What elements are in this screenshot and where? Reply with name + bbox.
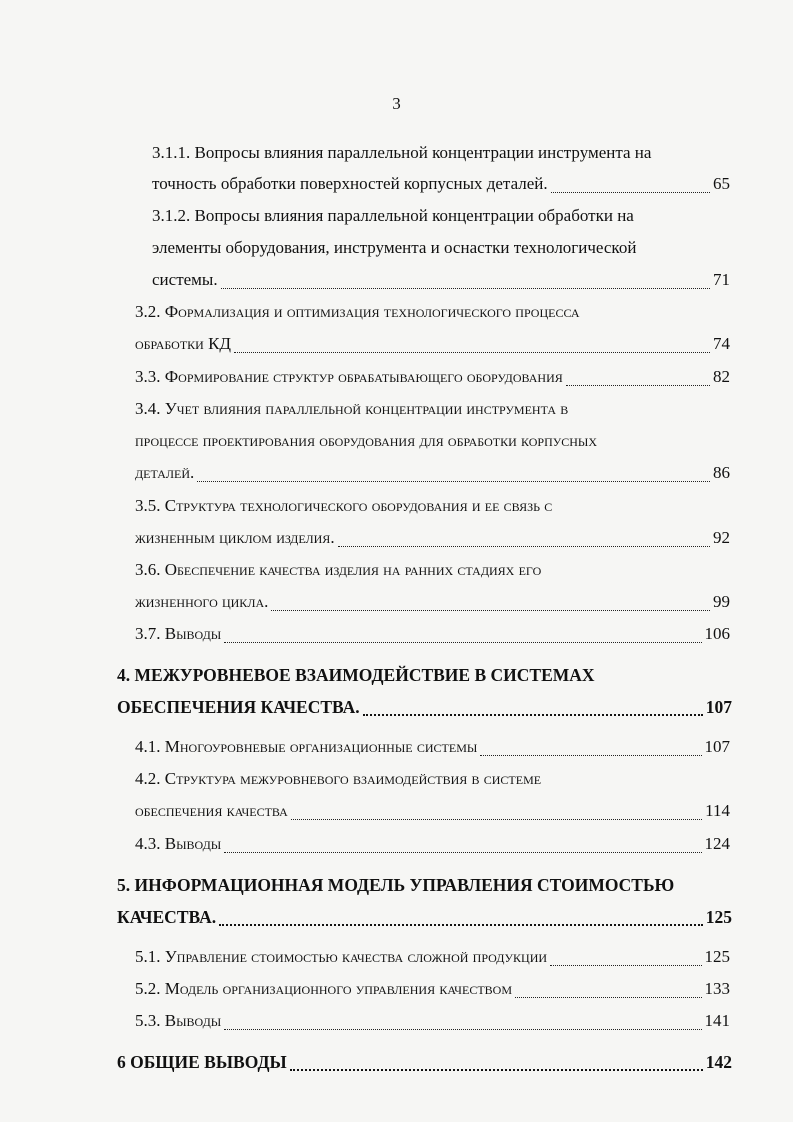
leader-dots <box>550 965 701 966</box>
toc-entry-3-6[interactable]: жизненного цикла. 99 <box>135 592 730 611</box>
toc-entry-4-2-line1: 4.2. Структура межуровневого взаимодействия в системе <box>135 769 542 788</box>
toc-entry-3-2-line1: 3.2. Формализация и оптимизация технологического процесса <box>135 302 580 321</box>
toc-entry-3-6-line1: 3.6. Обеспечение качества изделия на ранних стадиях его <box>135 560 542 579</box>
toc-chapter-5-line1: 5. ИНФОРМАЦИОННАЯ МОДЕЛЬ УПРАВЛЕНИЯ СТОИМОСТЬЮ <box>117 875 675 895</box>
page-ref: 92 <box>713 528 730 547</box>
toc-entry-4-2[interactable]: обеспечения качества 114 <box>135 801 730 820</box>
page-ref: 65 <box>713 174 730 193</box>
toc-entry-3-1-1[interactable]: точность обработки поверхностей корпусных деталей. 65 <box>152 174 730 193</box>
toc-entry-3-1-1-line1: 3.1.1. Вопросы влияния параллельной концентрации инструмента на <box>152 143 652 162</box>
leader-dots <box>515 997 702 998</box>
page-ref: 106 <box>704 624 730 643</box>
page-ref: 99 <box>713 592 730 611</box>
toc-entry-3-4-line1: 3.4. Учет влияния параллельной концентрации инструмента в <box>135 399 569 418</box>
page-ref: 133 <box>704 979 730 998</box>
toc-entry-4-1[interactable]: 4.1. Многоуровневые организационные системы 107 <box>135 737 730 756</box>
leader-dots <box>224 1029 701 1030</box>
toc-entry-3-4[interactable]: деталей. 86 <box>135 463 730 482</box>
page-ref: 141 <box>704 1011 730 1030</box>
leader-dots <box>219 924 703 926</box>
toc-entry-3-1-2-line1: 3.1.2. Вопросы влияния параллельной концентрации обработки на <box>152 206 634 225</box>
page-ref: 142 <box>705 1052 732 1072</box>
leader-dots <box>480 755 701 756</box>
leader-dots <box>363 714 703 716</box>
toc-entry-3-1-2-line2: элементы оборудования, инструмента и оснастки технологической <box>152 238 637 257</box>
toc-chapter-4-line1: 4. МЕЖУРОВНЕВОЕ ВЗАИМОДЕЙСТВИЕ В СИСТЕМАХ <box>117 665 595 685</box>
leader-dots <box>566 385 710 386</box>
page-ref: 74 <box>713 334 730 353</box>
toc-entry-5-2[interactable]: 5.2. Модель организационного управления качеством 133 <box>135 979 730 998</box>
toc-chapter-5[interactable]: КАЧЕСТВА. 125 <box>117 907 732 927</box>
leader-dots <box>197 481 710 482</box>
toc-entry-3-3[interactable]: 3.3. Формирование структур обрабатывающего оборудования 82 <box>135 367 730 386</box>
toc-entry-5-3[interactable]: 5.3. Выводы 141 <box>135 1011 730 1030</box>
leader-dots <box>291 819 702 820</box>
leader-dots <box>224 642 701 643</box>
toc-chapter-4[interactable]: ОБЕСПЕЧЕНИЯ КАЧЕСТВА. 107 <box>117 697 732 717</box>
page-ref: 86 <box>713 463 730 482</box>
page-ref: 125 <box>705 907 732 927</box>
toc-entry-3-1-2[interactable]: системы. 71 <box>152 270 730 289</box>
page-ref: 114 <box>705 801 730 820</box>
toc-entry-3-2[interactable]: обработки КД 74 <box>135 334 730 353</box>
leader-dots <box>290 1069 703 1071</box>
leader-dots <box>224 852 701 853</box>
toc-entry-3-5[interactable]: жизненным циклом изделия. 92 <box>135 528 730 547</box>
page-ref: 107 <box>704 737 730 756</box>
page-number: 3 <box>392 94 401 113</box>
leader-dots <box>234 352 710 353</box>
toc-entry-3-7[interactable]: 3.7. Выводы 106 <box>135 624 730 643</box>
leader-dots <box>551 192 710 193</box>
toc-entry-3-5-line1: 3.5. Структура технологического оборудования и ее связь с <box>135 496 553 515</box>
toc-chapter-6[interactable]: 6 ОБЩИЕ ВЫВОДЫ 142 <box>117 1052 732 1072</box>
page-ref: 82 <box>713 367 730 386</box>
page-ref: 71 <box>713 270 730 289</box>
toc-entry-4-3[interactable]: 4.3. Выводы 124 <box>135 834 730 853</box>
leader-dots <box>338 546 710 547</box>
toc-entry-3-4-line2: процессе проектирования оборудования для обработки корпусных <box>135 431 598 450</box>
toc-entry-5-1[interactable]: 5.1. Управление стоимостью качества сложной продукции 125 <box>135 947 730 966</box>
page-ref: 107 <box>705 697 732 717</box>
leader-dots <box>271 610 710 611</box>
leader-dots <box>221 288 710 289</box>
page-ref: 125 <box>704 947 730 966</box>
page-ref: 124 <box>704 834 730 853</box>
